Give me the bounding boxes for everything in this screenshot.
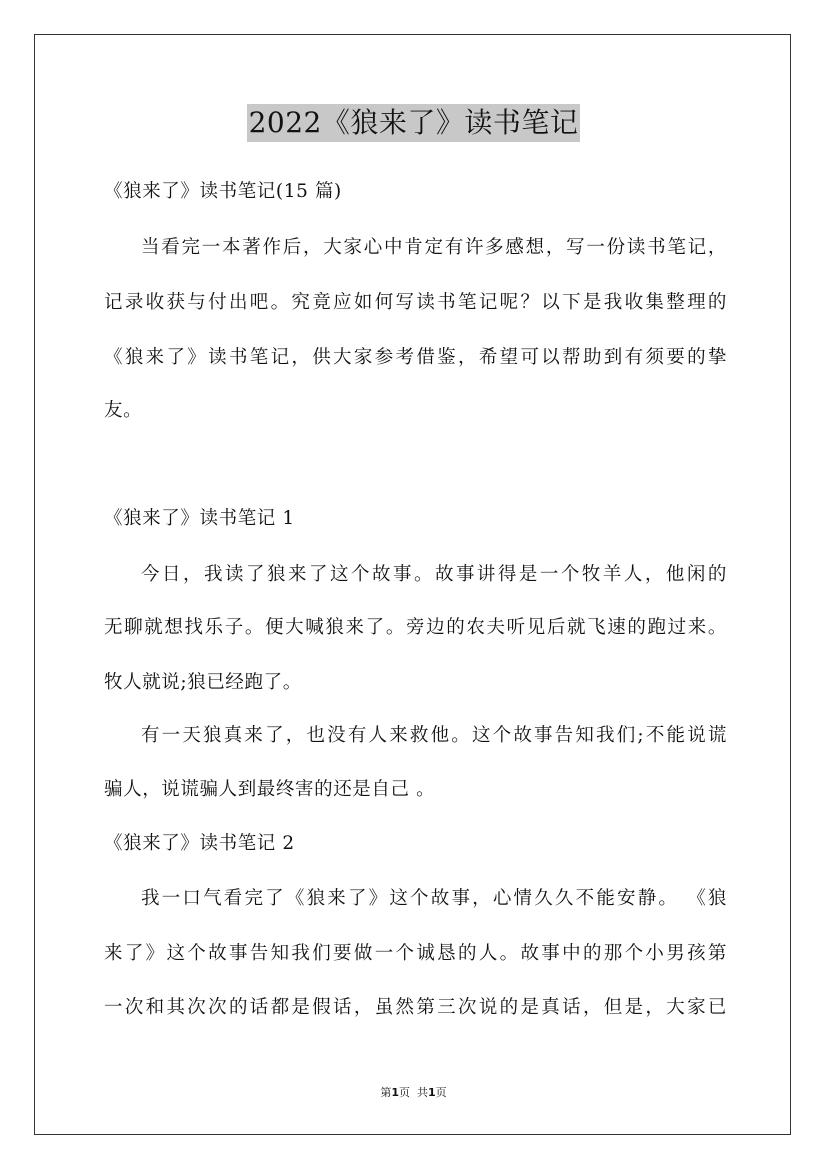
section-heading: 《狼来了》读书笔记 1 [104,508,295,529]
footer-page-suffix: 页 [399,1086,410,1099]
paragraph-line: 无聊就想找乐子。便大喊狼来了。旁边的农夫听见后就飞速的跑过来。 [104,617,727,638]
paragraph-line: 来了》这个故事告知我们要做一个诚恳的人。故事中的那个小男孩第 [104,943,727,964]
intro-line: 当看完一本著作后，大家心中肯定有许多感想，写一份读书笔记， [141,237,727,258]
footer-page-number: 1 [391,1086,399,1099]
paragraph-line: 一次和其次次的话都是假话，虽然第三次说的是真话，但是，大家已 [104,997,727,1018]
page-footer [0,1084,827,1100]
document-title: 2022《狼来了》读书笔记 [247,104,581,142]
paragraph-line: 我一口气看完了《狼来了》这个故事，心情久久不能安静。 《狼 [141,888,727,909]
footer-total-prefix: 共 [417,1086,428,1099]
title-container [0,104,827,142]
paragraph-line: 有一天狼真来了，也没有人来救他。这个故事告知我们;不能说谎 [141,725,727,746]
paragraph-line: 牧人就说;狼已经跑了。 [104,672,302,693]
footer-total-number: 1 [428,1086,436,1099]
intro-line: 记录收获与付出吧。究竟应如何写读书笔记呢？以下是我收集整理的 [104,292,727,313]
footer-total-suffix: 页 [435,1086,447,1099]
section-heading: 《狼来了》读书笔记 2 [104,833,295,854]
paragraph-line: 骗人，说谎骗人到最终害的还是自己 。 [104,779,436,800]
paragraph-line: 今日，我读了狼来了这个故事。故事讲得是一个牧羊人，他闲的 [141,564,727,585]
intro-line: 《狼来了》读书笔记，供大家参考借鉴，希望可以帮助到有须要的挚 [104,347,727,368]
footer-page-prefix: 第 [380,1086,392,1099]
intro-line: 友。 [104,400,143,421]
document-subtitle: 《狼来了》读书笔记(15 篇) [104,181,342,202]
